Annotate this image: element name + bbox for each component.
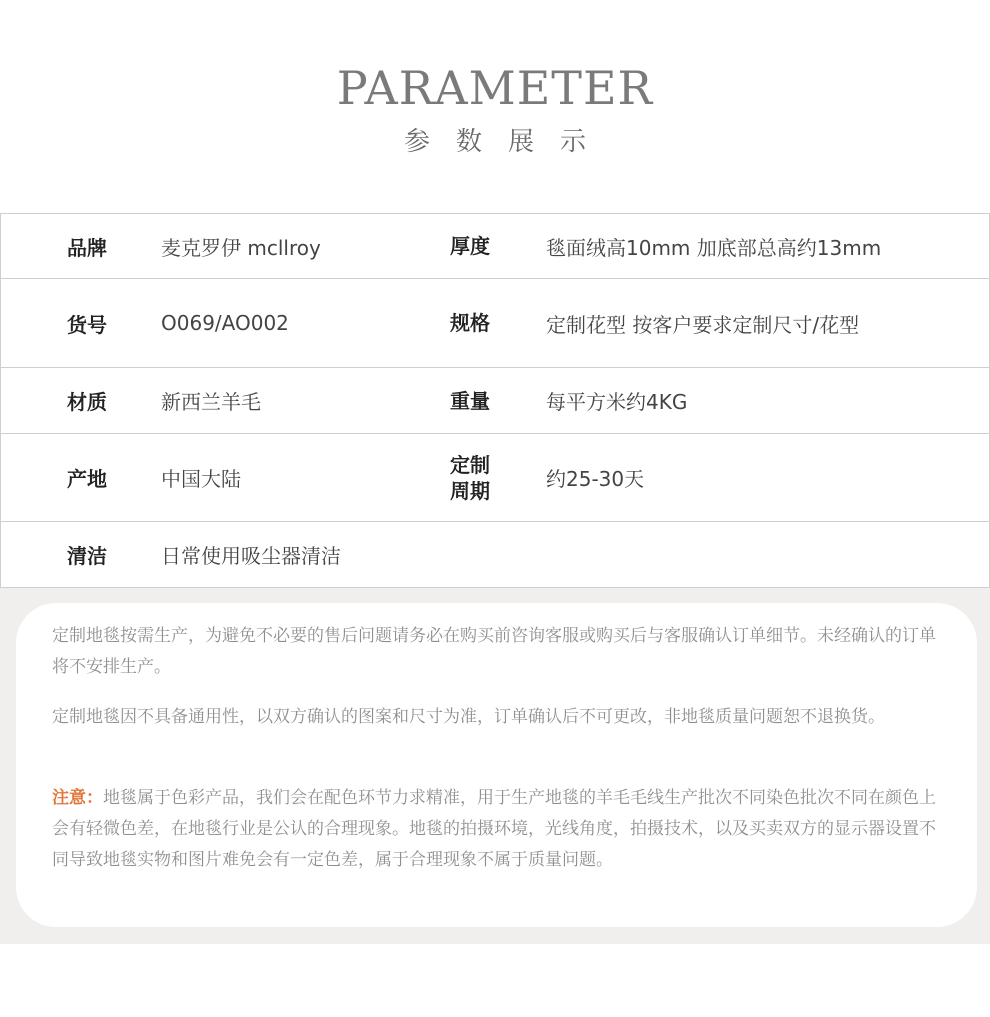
param-value: 定制花型 按客户要求定制尺寸/花型: [546, 312, 860, 337]
param-label: [450, 522, 530, 587]
table-row: [0, 522, 990, 588]
table-row: [0, 434, 990, 522]
param-value: 每平方米约4KG: [546, 390, 688, 414]
note-attention-label: 注意：: [52, 788, 103, 808]
title-english: PARAMETER: [336, 61, 654, 115]
param-label: 清洁: [67, 544, 107, 568]
param-label: 定制 周期: [450, 452, 490, 503]
title-chinese: 参数展示: [403, 127, 612, 157]
note-attention-text: 地毯属于色彩产品，我们会在配色环节力求精准，用于生产地毯的羊毛毛线生产批次不同染色批次不同在颜色上会有轻微色差，在地毯行业是公认的合理现象。地毯的拍摄环境，光线角度，拍摄技术，以及买卖双方的显示器设置不同导致地毯实物和图片难免会有一定色差，属于合理现象不属于质量问题。: [52, 788, 936, 870]
table-row: [0, 279, 990, 368]
note-color-difference: [52, 783, 952, 876]
param-label: 重量: [450, 388, 490, 413]
param-value: 日常使用吸尘器清洁: [161, 544, 341, 568]
param-label: 材质: [67, 390, 107, 414]
note-no-return: 定制地毯因不具备通用性，以双方确认的图案和尺寸为准，订单确认后不可更改，非地毯质量问题恕不退换货。: [52, 707, 885, 727]
param-value: 中国大陆: [161, 467, 241, 491]
param-label: 品牌: [67, 235, 107, 260]
param-label: 货号: [67, 312, 107, 337]
parameter-table: [0, 213, 990, 588]
param-value: O069/AO002: [161, 311, 289, 335]
note-custom-production: 定制地毯按需生产，为避免不必要的售后问题请务必在购买前咨询客服或购买后与客服确认订单细节。未经确认的订单将不安排生产。: [52, 626, 936, 677]
param-value: 麦克罗伊 mcllroy: [161, 235, 321, 260]
table-row: [0, 214, 990, 279]
param-label: 规格: [450, 311, 490, 335]
param-label: 产地: [67, 467, 107, 491]
param-value: 新西兰羊毛: [161, 390, 261, 414]
page-header: [0, 0, 990, 213]
param-value: [546, 522, 986, 587]
table-row: [0, 368, 990, 434]
param-value: 约25-30天: [546, 467, 645, 491]
param-label: 厚度: [450, 234, 490, 258]
param-value: 毯面绒高10mm 加底部总高约13mm: [546, 235, 882, 260]
